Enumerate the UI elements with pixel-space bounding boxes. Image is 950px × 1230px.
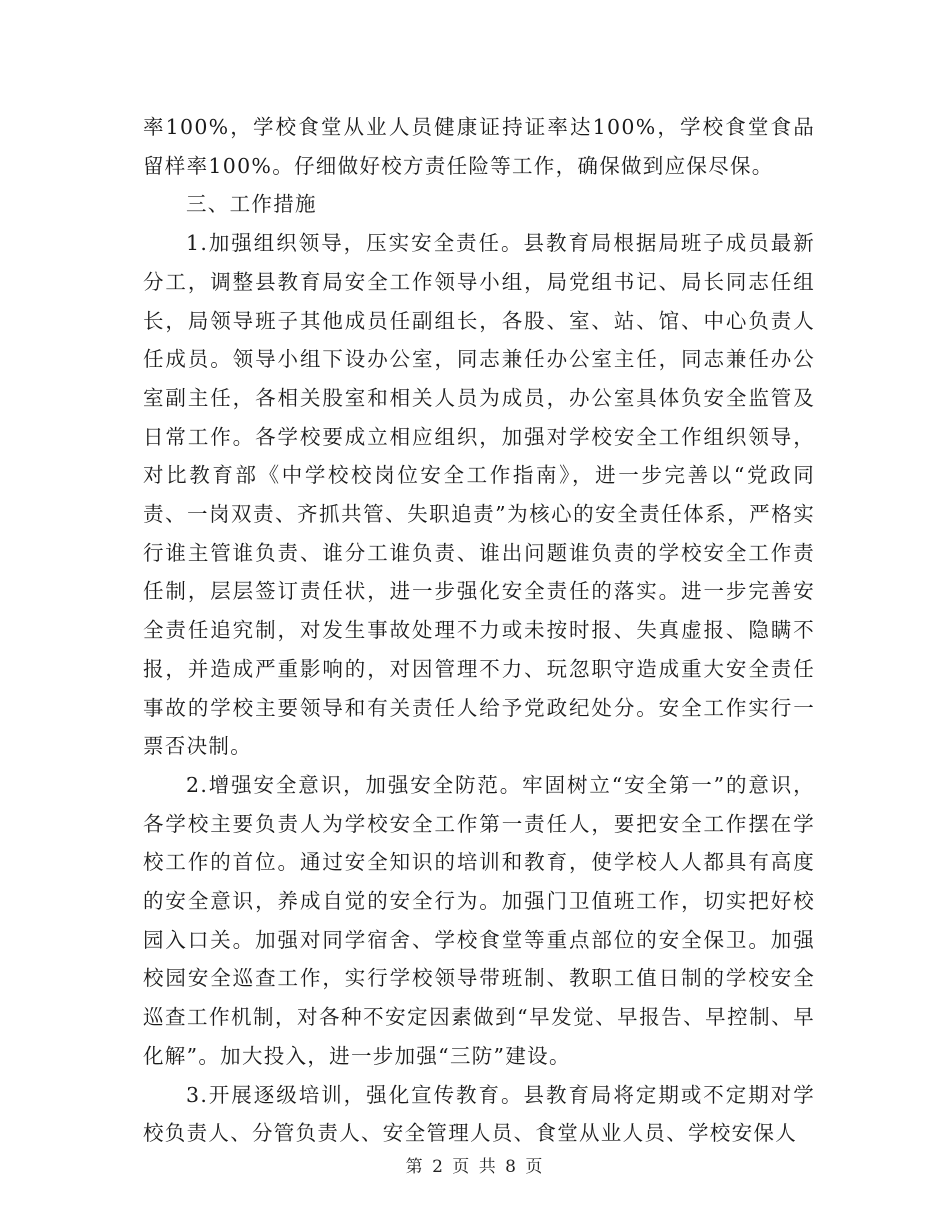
paragraph-measure-2: 2.增强安全意识，加强安全防范。牢固树立“安全第一”的意识，各学校主要负责人为学校安全工作第一责任人，要把安全工作摆在学校工作的首位。通过安全知识的培训和教育，使学校人人都具有高度的安全意识，养成自觉的安全行为。加强门卫值班工作，切实把好校园入口关。加强对同学宿舍、学校食堂等重点部位的安全保卫。加强校园安全巡查工作，实行学校领导带班制、教职工值日制的学校安全巡查工作机制，对各种不安定因素做到“早发觉、早报告、早控制、早化解”。加大投入，进一步加强“三防”建设。 (143, 772, 815, 1068)
section-heading: 三、工作措施 (186, 192, 317, 217)
paragraph-measure-3: 3.开展逐级培训，强化宣传教育。县教育局将定期或不定期对学校负责人、分管负责人、安全管理人员、食堂从业人员、学校安保人 (143, 1082, 815, 1146)
paragraph-continuation: 率100%，学校食堂从业人员健康证持证率达100%，学校食堂食品留样率100%。仔细做好校方责任险等工作，确保做到应保尽保。 (143, 115, 815, 178)
document-body (143, 108, 815, 1153)
page-number-footer: 第 2 页 共 8 页 (405, 1157, 545, 1177)
paragraph-measure-1: 1.加强组织领导，压实安全责任。县教育局根据局班子成员最新分工，调整县教育局安全工作领导小组，局党组书记、局长同志任组长，局领导班子其他成员任副组长，各股、室、站、馆、中心负责人任成员。领导小组下设办公室，同志兼任办公室主任，同志兼任办公室副主任，各相关股室和相关人员为成员，办公室具体负安全监管及日常工作。各学校要成立相应组织，加强对学校安全工作组织领导，对比教育部《中学校校岗位安全工作指南》，进一步完善以“党政同责、一岗双责、齐抓共管、失职追责”为核心的安全责任体系，严格实行谁主管谁负责、谁分工谁负责、谁出问题谁负责的学校安全工作责任制，层层签订责任状，进一步强化安全责任的落实。进一步完善安全责任追究制，对发生事故处理不力或未按时报、失真虚报、隐瞒不报，并造成严重影响的，对因管理不力、玩忽职守造成重大安全责任事故的学校主要领导和有关责任人给予党政纪处分。安全工作实行一票否决制。 (143, 231, 815, 759)
